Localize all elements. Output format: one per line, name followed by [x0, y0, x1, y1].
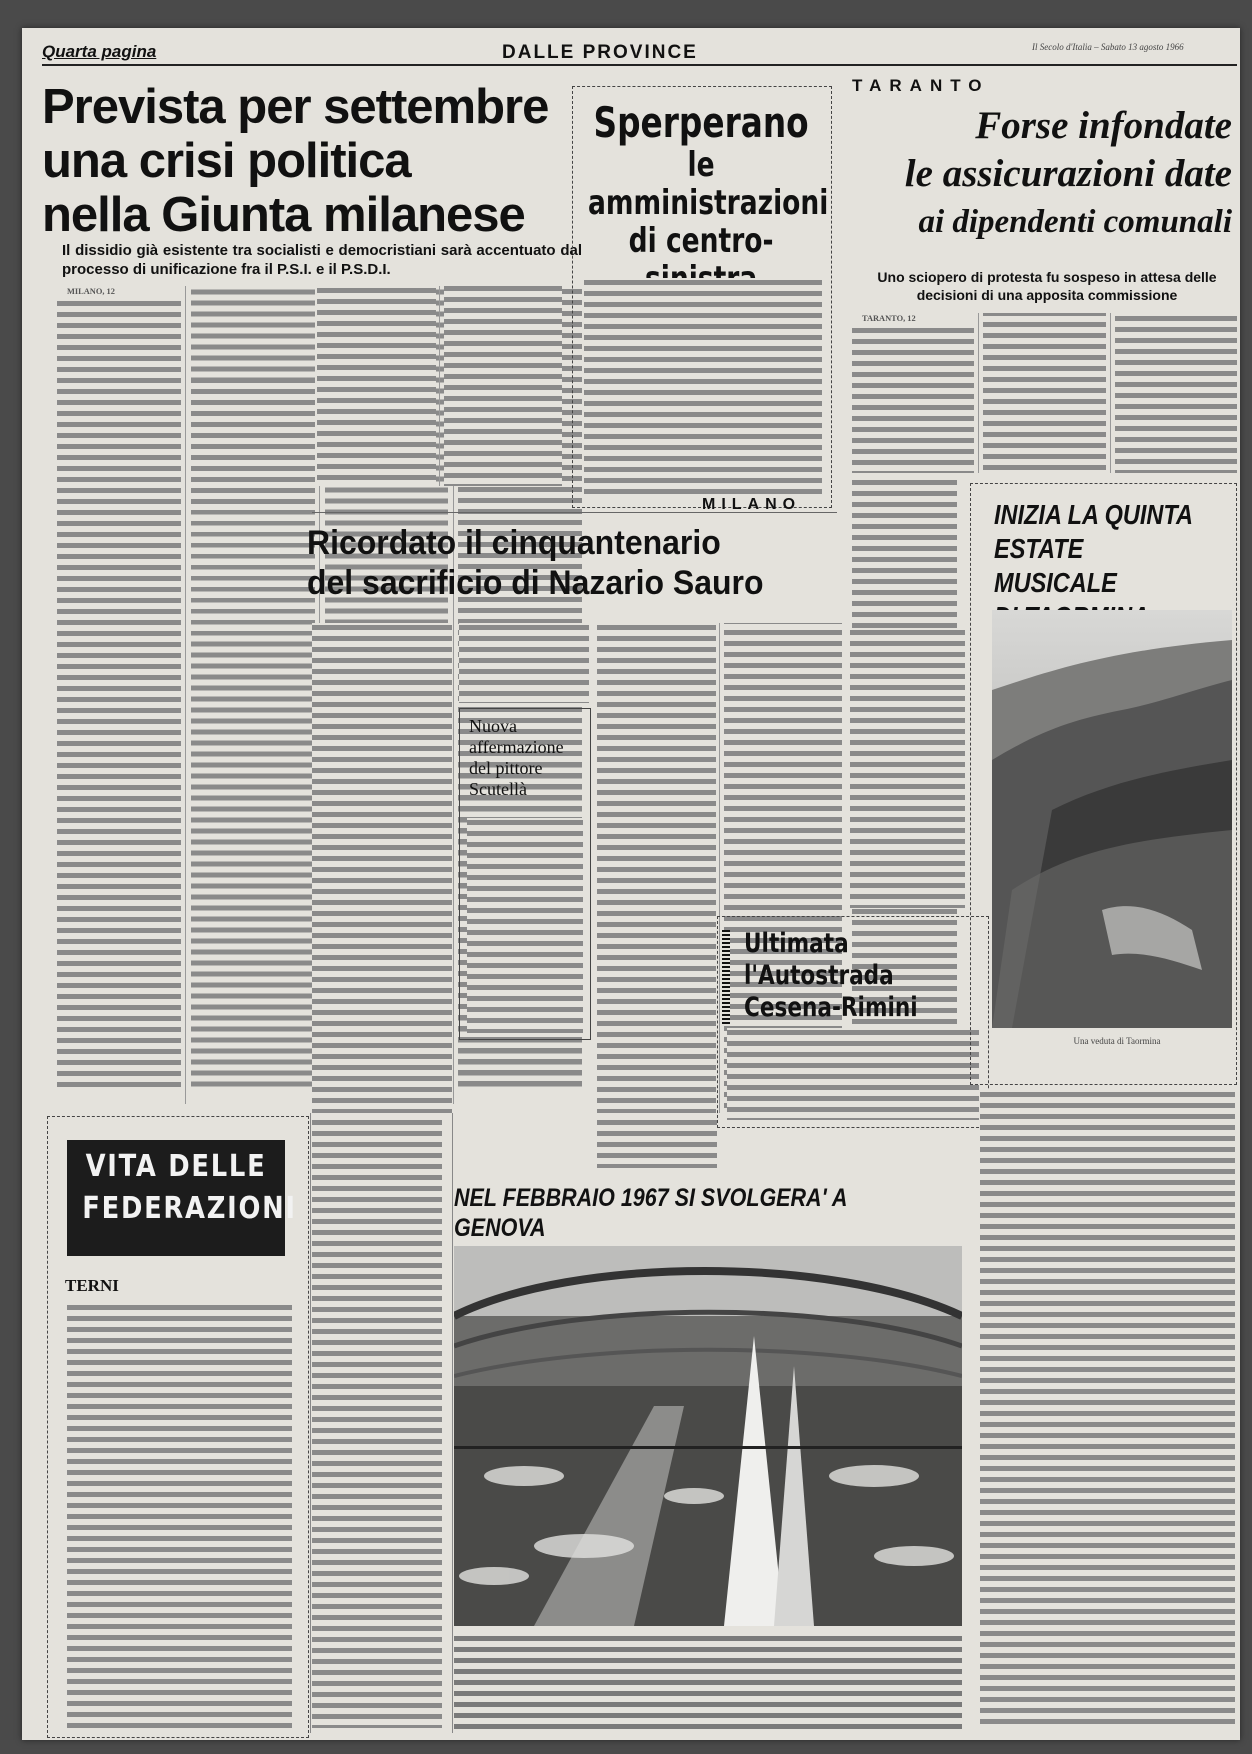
lead-subhead: Il dissidio già esistente tra socialisti e democristiani sarà accentuato dal processo di unificazione fra il P.S.I. e il P.S.D.I. — [62, 242, 582, 278]
lead-body-continued — [317, 286, 562, 486]
sauro-headline-line: del sacrificio di Nazario Sauro — [307, 564, 764, 602]
taranto-headline-line: le assicurazioni date — [904, 152, 1232, 195]
sauro-body-1 — [312, 623, 452, 1113]
taranto-dateline: TARANTO, 12 — [862, 314, 916, 323]
lead-dateline: MILANO, 12 — [67, 287, 115, 296]
boat-show-photo — [454, 1246, 962, 1626]
lead-headline-line: Prevista per settembre — [42, 80, 549, 134]
body-text-texture — [850, 628, 965, 908]
sauro-headline — [307, 523, 815, 603]
taormina-photo-caption: Una veduta di Taormina — [1073, 1036, 1161, 1046]
masthead-rule — [42, 64, 1237, 66]
sperperano-headline — [588, 98, 829, 298]
body-text-texture — [67, 1303, 292, 1728]
sperperano-headline-line: di centro- — [628, 221, 774, 261]
taormina-headline-line: INIZIA LA QUINTA — [994, 499, 1194, 530]
body-text-texture — [312, 1118, 442, 1728]
taranto-subhead: Uno sciopero di protesta fu sospeso in attesa delle decisioni di una apposita commissione — [877, 269, 1217, 303]
lead-headline — [42, 80, 582, 242]
autostrada-body — [727, 1028, 979, 1120]
dateline-header: Il Secolo d'Italia – Sabato 13 agosto 1966 — [1032, 42, 1184, 52]
scutella-headline-line: affermazione — [469, 737, 564, 757]
autostrada-headline-line: Ultimata l'Autostrada — [744, 928, 894, 991]
newspaper-page — [22, 28, 1240, 1740]
scutella-headline-line: del pittore — [469, 758, 543, 778]
sperperano-body — [584, 278, 822, 498]
column-divider — [452, 1113, 453, 1733]
taormina-headline-line: ESTATE MUSICALE — [994, 533, 1117, 598]
sauro-body-continued-2 — [597, 1118, 717, 1168]
sauro-body-4 — [850, 628, 965, 908]
scutella-headline-line: Nuova — [469, 716, 517, 736]
page-title: DALLE PROVINCE — [502, 42, 698, 63]
sauro-kicker: MILANO — [702, 496, 802, 513]
nautica-body — [454, 1634, 962, 1730]
sauro-body-2 — [459, 623, 589, 703]
taormina-body — [980, 1090, 1235, 1730]
scutella-body — [467, 818, 583, 1033]
autostrada-bar — [722, 930, 730, 1026]
taranto-headline-line: Forse infondate — [975, 104, 1232, 147]
federazioni-section: TERNI — [65, 1276, 119, 1295]
body-text-texture — [727, 1028, 979, 1120]
body-text-texture — [584, 278, 822, 498]
federazioni-headline-line: VITA DELLE — [85, 1149, 267, 1184]
taranto-body — [852, 313, 1237, 473]
sperperano-headline-line: le amministrazioni — [588, 145, 829, 223]
taormina-aerial-photo — [992, 610, 1232, 1028]
body-text-texture — [467, 818, 583, 1033]
body-text-texture — [312, 623, 452, 1113]
lead-headline-line: una crisi politica — [42, 134, 411, 188]
scutella-headline — [469, 716, 587, 800]
scutella-headline-line: Scutellà — [469, 779, 527, 799]
body-text-texture — [852, 313, 1237, 473]
body-text-texture — [459, 623, 589, 703]
autostrada-headline — [744, 928, 936, 1024]
body-text-texture — [980, 1090, 1235, 1730]
body-text-texture — [454, 1634, 962, 1730]
autostrada-headline-line: Cesena-Rimini — [744, 992, 918, 1023]
sperperano-headline-line: Sperperano — [593, 98, 809, 147]
sauro-headline-line: Ricordato il cinquantenario — [307, 524, 721, 562]
taranto-headline — [852, 102, 1232, 246]
nautica-headline-line: NEL FEBBRAIO 1967 SI SVOLGERA' A GENOVA — [454, 1184, 847, 1242]
taranto-headline-line: ai dipendenti comunali — [918, 204, 1232, 240]
column-divider — [310, 1113, 311, 1733]
sauro-body-continued — [312, 1118, 442, 1728]
taranto-kicker: TARANTO — [852, 76, 990, 95]
body-text-texture — [317, 286, 562, 486]
body-text-texture — [597, 1118, 717, 1168]
federazioni-body — [67, 1303, 292, 1728]
section-label: Quarta pagina — [42, 42, 157, 61]
federazioni-headline-line: FEDERAZIONI — [82, 1191, 297, 1226]
federazioni-headline — [82, 1146, 297, 1230]
lead-headline-line: nella Giunta milanese — [42, 188, 525, 242]
